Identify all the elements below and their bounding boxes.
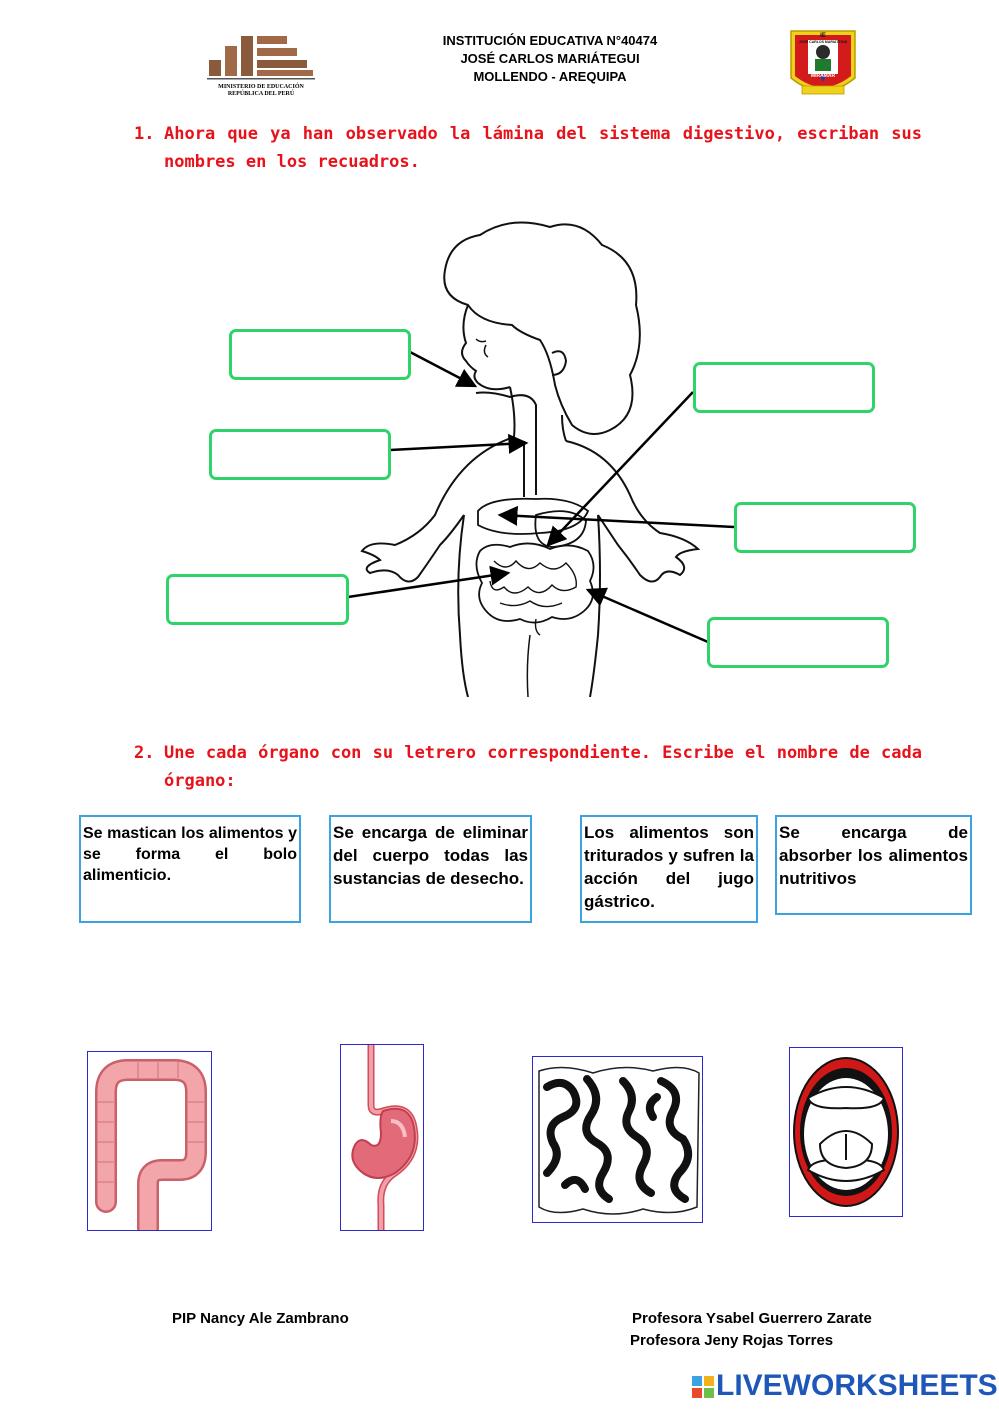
description-box-large-intestine[interactable]: Se encarga de eliminar del cuerpo todas las sustancias de desecho.	[329, 815, 532, 923]
liveworksheets-logo-icon	[692, 1376, 714, 1398]
arrow-esophagus	[390, 443, 526, 450]
question-1-text: Ahora que ya han observado la lámina del sistema digestivo, escriban sus nombres en los recuadros.	[164, 124, 922, 172]
question-1-number: 1.	[134, 124, 155, 144]
question-2-text: Une cada órgano con su letrero correspondiente. Escribe el nombre de cada órgano:	[164, 743, 922, 791]
ministry-logo-line1: MINISTERIO DE EDUCACIÓN	[218, 84, 304, 90]
crest-text-arc: JOSÉ CARLOS MARIÁTEGUI	[798, 40, 848, 44]
crest-text-bottom: MIRAMAR	[810, 73, 836, 79]
arrow-small-intestine	[348, 573, 508, 597]
school-name-line: JOSÉ CARLOS MARIÁTEGUI	[460, 51, 640, 66]
stomach-image[interactable]	[340, 1044, 424, 1231]
question-2	[134, 739, 922, 795]
school-name-line: MOLLENDO - AREQUIPA	[473, 69, 627, 84]
description-box-mouth[interactable]: Se mastican los alimentos y se forma el bolo alimenticio.	[79, 815, 301, 923]
footer-right-line1: Profesora Ysabel Guerrero Zarate	[632, 1310, 872, 1327]
description-box-small-intestine[interactable]: Se encarga de absorber los alimentos nutritivos	[775, 815, 972, 915]
liveworksheets-brand[interactable]: LIVEWORKSHEETS	[716, 1369, 998, 1402]
answer-box-small-intestine[interactable]	[166, 574, 349, 625]
answer-box-esophagus[interactable]	[209, 429, 391, 480]
crest-text-top: IE	[820, 33, 826, 39]
answer-box-stomach[interactable]	[693, 362, 875, 413]
footer-right-line2: Profesora Jeny Rojas Torres	[630, 1332, 834, 1349]
answer-box-liver[interactable]	[734, 502, 916, 553]
arrow-liver	[500, 515, 734, 527]
large-intestine-image[interactable]	[87, 1051, 212, 1231]
ministry-logo-line2: REPÚBLICA DEL PERÚ	[227, 91, 295, 97]
small-intestine-image[interactable]	[532, 1056, 703, 1223]
answer-box-mouth[interactable]	[229, 329, 411, 380]
description-box-stomach[interactable]: Los alimentos son triturados y sufren la acción del jugo gástrico.	[580, 815, 758, 923]
question-2-number: 2.	[134, 743, 155, 763]
school-name-line: INSTITUCIÓN EDUCATIVA N°40474	[442, 33, 658, 48]
arrow-large-intestine	[588, 590, 708, 642]
answer-box-large-intestine[interactable]	[707, 617, 889, 668]
mouth-image[interactable]	[789, 1047, 903, 1217]
footer-left: PIP Nancy Ale Zambrano	[172, 1310, 349, 1327]
arrow-mouth	[410, 352, 475, 386]
